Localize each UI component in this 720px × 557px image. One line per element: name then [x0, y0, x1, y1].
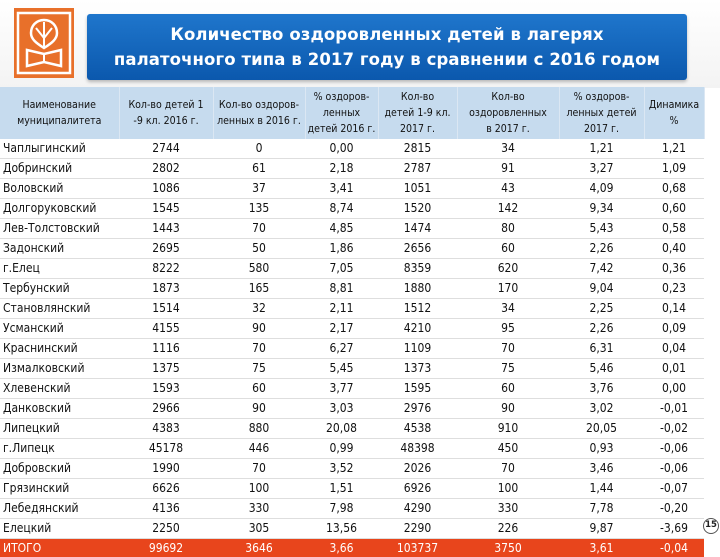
total-cell: -0,04: [644, 539, 704, 557]
table-row: [0, 279, 704, 299]
table-cell: 2290: [378, 519, 457, 539]
table-row: [0, 259, 704, 279]
municipality-name: Усманский: [0, 319, 119, 339]
title-line-1: Количество оздоровленных детей в лагерях: [87, 25, 687, 44]
total-cell: 103737: [378, 539, 457, 557]
table-cell: 50: [213, 239, 305, 259]
table-cell: 4210: [378, 319, 457, 339]
table-cell: 5,46: [559, 359, 644, 379]
table-row: [0, 199, 704, 219]
municipality-name: Краснинский: [0, 339, 119, 359]
table-cell: -0,01: [644, 399, 704, 419]
municipality-name: г.Елец: [0, 259, 119, 279]
table-cell: 1116: [119, 339, 213, 359]
table-cell: 48398: [378, 439, 457, 459]
table-cell: 5,43: [559, 219, 644, 239]
children-health-table: [0, 87, 705, 557]
table-cell: 2695: [119, 239, 213, 259]
table-row: [0, 399, 704, 419]
table-cell: 1,09: [644, 159, 704, 179]
municipality-name: Лебедянский: [0, 499, 119, 519]
table-cell: 2787: [378, 159, 457, 179]
table-row: [0, 319, 704, 339]
table-cell: 0,01: [644, 359, 704, 379]
table-cell: 3,03: [305, 399, 378, 419]
table-cell: 305: [213, 519, 305, 539]
table-row: [0, 139, 704, 159]
table-cell: 8222: [119, 259, 213, 279]
column-header-line: % оздоров-: [561, 89, 643, 105]
logo-icon: [14, 8, 74, 78]
total-cell: 3,66: [305, 539, 378, 557]
table-cell: 135: [213, 199, 305, 219]
table-cell: 330: [213, 499, 305, 519]
table-cell: 1,21: [644, 139, 704, 159]
municipality-name: Лев-Толстовский: [0, 219, 119, 239]
table-cell: 2744: [119, 139, 213, 159]
table-cell: 4136: [119, 499, 213, 519]
table-cell: 1545: [119, 199, 213, 219]
table-cell: 165: [213, 279, 305, 299]
table-cell: 7,42: [559, 259, 644, 279]
table-cell: 8,81: [305, 279, 378, 299]
table-header-row: [0, 87, 704, 139]
column-header: [119, 87, 213, 139]
table-cell: 142: [457, 199, 559, 219]
table-cell: 1514: [119, 299, 213, 319]
table-cell: 0,99: [305, 439, 378, 459]
table-cell: 0,40: [644, 239, 704, 259]
slide-header: [0, 0, 720, 88]
municipality-name: Тербунский: [0, 279, 119, 299]
column-header-line: Кол-во оздоров-: [215, 97, 304, 113]
column-header-line: ленных: [307, 105, 377, 121]
table-cell: 3,02: [559, 399, 644, 419]
table-row: [0, 239, 704, 259]
table-cell: 9,04: [559, 279, 644, 299]
table-cell: 2,17: [305, 319, 378, 339]
table-cell: 1520: [378, 199, 457, 219]
table-cell: 2802: [119, 159, 213, 179]
table-cell: 0,00: [644, 379, 704, 399]
table-cell: 1,51: [305, 479, 378, 499]
table-cell: 70: [457, 459, 559, 479]
table-cell: 20,08: [305, 419, 378, 439]
table-cell: 3,41: [305, 179, 378, 199]
table-cell: 1443: [119, 219, 213, 239]
table-cell: 80: [457, 219, 559, 239]
column-header-line: -9 кл. 2016 г.: [121, 113, 212, 129]
municipality-name: Долгоруковский: [0, 199, 119, 219]
table-cell: 1,44: [559, 479, 644, 499]
table-cell: 8,74: [305, 199, 378, 219]
table-cell: 6,27: [305, 339, 378, 359]
table-cell: 880: [213, 419, 305, 439]
table-cell: 3,27: [559, 159, 644, 179]
column-header-line: % оздоров-: [307, 89, 377, 105]
column-header: [644, 87, 704, 139]
table-cell: 0,09: [644, 319, 704, 339]
table-cell: 6,31: [559, 339, 644, 359]
table-body: [0, 139, 704, 557]
table-cell: 90: [213, 319, 305, 339]
table-cell: 1474: [378, 219, 457, 239]
table-cell: 3,46: [559, 459, 644, 479]
table-cell: 2026: [378, 459, 457, 479]
municipality-name: Становлянский: [0, 299, 119, 319]
table-cell: 34: [457, 299, 559, 319]
table-cell: 7,78: [559, 499, 644, 519]
table-cell: 6626: [119, 479, 213, 499]
table-cell: -3,69: [644, 519, 704, 539]
table-cell: 450: [457, 439, 559, 459]
table-cell: 1,86: [305, 239, 378, 259]
table-row: [0, 179, 704, 199]
table-cell: 0,14: [644, 299, 704, 319]
table-row: [0, 479, 704, 499]
table-cell: 1593: [119, 379, 213, 399]
table-cell: 226: [457, 519, 559, 539]
table-cell: 60: [457, 379, 559, 399]
table-cell: 580: [213, 259, 305, 279]
table-cell: 1595: [378, 379, 457, 399]
total-label: ИТОГО: [0, 539, 119, 557]
municipality-name: Хлевенский: [0, 379, 119, 399]
table-cell: 4383: [119, 419, 213, 439]
table-cell: 6926: [378, 479, 457, 499]
table-cell: 2966: [119, 399, 213, 419]
table-cell: 90: [457, 399, 559, 419]
table-cell: 0,93: [559, 439, 644, 459]
table-cell: 3,52: [305, 459, 378, 479]
table-cell: 7,98: [305, 499, 378, 519]
table-cell: 100: [457, 479, 559, 499]
table-cell: 2,18: [305, 159, 378, 179]
title-line-2: палаточного типа в 2017 году в сравнении с 2016 годом: [87, 50, 687, 69]
table-row: [0, 359, 704, 379]
table-cell: 0,00: [305, 139, 378, 159]
table-cell: 0,58: [644, 219, 704, 239]
table-cell: 70: [213, 339, 305, 359]
table-row: [0, 519, 704, 539]
column-header-line: Наименование: [1, 97, 118, 113]
table-cell: 0,23: [644, 279, 704, 299]
table-cell: 0,04: [644, 339, 704, 359]
table-cell: 1051: [378, 179, 457, 199]
title-banner: [87, 14, 687, 80]
table-cell: 1880: [378, 279, 457, 299]
municipality-name: Воловский: [0, 179, 119, 199]
column-header: [0, 87, 119, 139]
municipality-name: Елецкий: [0, 519, 119, 539]
column-header: [378, 87, 457, 139]
table-row: [0, 419, 704, 439]
table-cell: 13,56: [305, 519, 378, 539]
table-cell: 1373: [378, 359, 457, 379]
table-cell: 90: [213, 399, 305, 419]
total-cell: 3646: [213, 539, 305, 557]
column-header-line: ленных в 2016 г.: [215, 113, 304, 129]
table-cell: 1375: [119, 359, 213, 379]
column-header-line: 2017 г.: [561, 121, 643, 137]
table-row: [0, 439, 704, 459]
table-cell: 1512: [378, 299, 457, 319]
table-row: [0, 339, 704, 359]
municipality-name: Чаплыгинский: [0, 139, 119, 159]
table-row: [0, 459, 704, 479]
table-cell: 0,60: [644, 199, 704, 219]
total-cell: 99692: [119, 539, 213, 557]
table-cell: 4290: [378, 499, 457, 519]
table-cell: 2,11: [305, 299, 378, 319]
table-cell: 45178: [119, 439, 213, 459]
table-cell: 1873: [119, 279, 213, 299]
table-cell: 4,09: [559, 179, 644, 199]
table-cell: 70: [213, 459, 305, 479]
municipality-name: Липецкий: [0, 419, 119, 439]
table-cell: 20,05: [559, 419, 644, 439]
table-cell: 43: [457, 179, 559, 199]
table-cell: 4538: [378, 419, 457, 439]
column-header: [213, 87, 305, 139]
municipality-name: Добровский: [0, 459, 119, 479]
table-row: [0, 299, 704, 319]
table-cell: 1109: [378, 339, 457, 359]
table-cell: 1990: [119, 459, 213, 479]
total-cell: 3,61: [559, 539, 644, 557]
table-cell: 330: [457, 499, 559, 519]
table-cell: 2,26: [559, 239, 644, 259]
column-header-line: в 2017 г.: [459, 121, 558, 137]
column-header-line: оздоровленных: [459, 105, 558, 121]
column-header-line: Кол-во: [459, 89, 558, 105]
table-cell: 0: [213, 139, 305, 159]
column-header-line: Кол-во детей 1: [121, 97, 212, 113]
table-cell: 7,05: [305, 259, 378, 279]
table-cell: 2656: [378, 239, 457, 259]
table-cell: 3,76: [559, 379, 644, 399]
total-cell: 3750: [457, 539, 559, 557]
table-cell: 95: [457, 319, 559, 339]
column-header-line: муниципалитета: [1, 113, 118, 129]
table-cell: 70: [213, 219, 305, 239]
table-cell: 75: [457, 359, 559, 379]
table-cell: 2,26: [559, 319, 644, 339]
column-header-line: ленных детей: [561, 105, 643, 121]
table-cell: 4155: [119, 319, 213, 339]
table-row: [0, 219, 704, 239]
municipality-name: Данковский: [0, 399, 119, 419]
table-row: [0, 499, 704, 519]
table-cell: 34: [457, 139, 559, 159]
table-cell: 3,77: [305, 379, 378, 399]
table-cell: 4,85: [305, 219, 378, 239]
table-cell: 2815: [378, 139, 457, 159]
municipality-name: Задонский: [0, 239, 119, 259]
table-cell: 8359: [378, 259, 457, 279]
table-cell: 620: [457, 259, 559, 279]
table-cell: 91: [457, 159, 559, 179]
table-cell: 446: [213, 439, 305, 459]
page-number: 15: [703, 518, 719, 534]
table-cell: -0,02: [644, 419, 704, 439]
table-row: [0, 379, 704, 399]
table-cell: 9,87: [559, 519, 644, 539]
column-header-line: детей 2016 г.: [307, 121, 377, 137]
municipality-name: Грязинский: [0, 479, 119, 499]
table-cell: 60: [213, 379, 305, 399]
column-header-line: %: [646, 113, 703, 129]
table-cell: 75: [213, 359, 305, 379]
table-cell: 2250: [119, 519, 213, 539]
column-header-line: Кол-во: [380, 89, 456, 105]
column-header-line: Динамика: [646, 97, 703, 113]
municipality-name: Измалковский: [0, 359, 119, 379]
table-cell: 910: [457, 419, 559, 439]
column-header: [457, 87, 559, 139]
table-cell: -0,06: [644, 459, 704, 479]
table-cell: 32: [213, 299, 305, 319]
table-cell: -0,06: [644, 439, 704, 459]
column-header-line: детей 1-9 кл.: [380, 105, 456, 121]
table-cell: 2976: [378, 399, 457, 419]
table-cell: 61: [213, 159, 305, 179]
total-row: [0, 539, 704, 557]
table-cell: -0,20: [644, 499, 704, 519]
column-header: [559, 87, 644, 139]
table-cell: 1,21: [559, 139, 644, 159]
table-cell: 170: [457, 279, 559, 299]
table-cell: 1086: [119, 179, 213, 199]
table-row: [0, 159, 704, 179]
table-cell: 100: [213, 479, 305, 499]
table-cell: 70: [457, 339, 559, 359]
column-header: [305, 87, 378, 139]
table-cell: 60: [457, 239, 559, 259]
table-cell: 5,45: [305, 359, 378, 379]
table-cell: 2,25: [559, 299, 644, 319]
municipality-name: Добринский: [0, 159, 119, 179]
table-cell: 0,36: [644, 259, 704, 279]
table-cell: 9,34: [559, 199, 644, 219]
table-cell: 0,68: [644, 179, 704, 199]
column-header-line: 2017 г.: [380, 121, 456, 137]
municipality-name: г.Липецк: [0, 439, 119, 459]
table-cell: -0,07: [644, 479, 704, 499]
table-cell: 37: [213, 179, 305, 199]
